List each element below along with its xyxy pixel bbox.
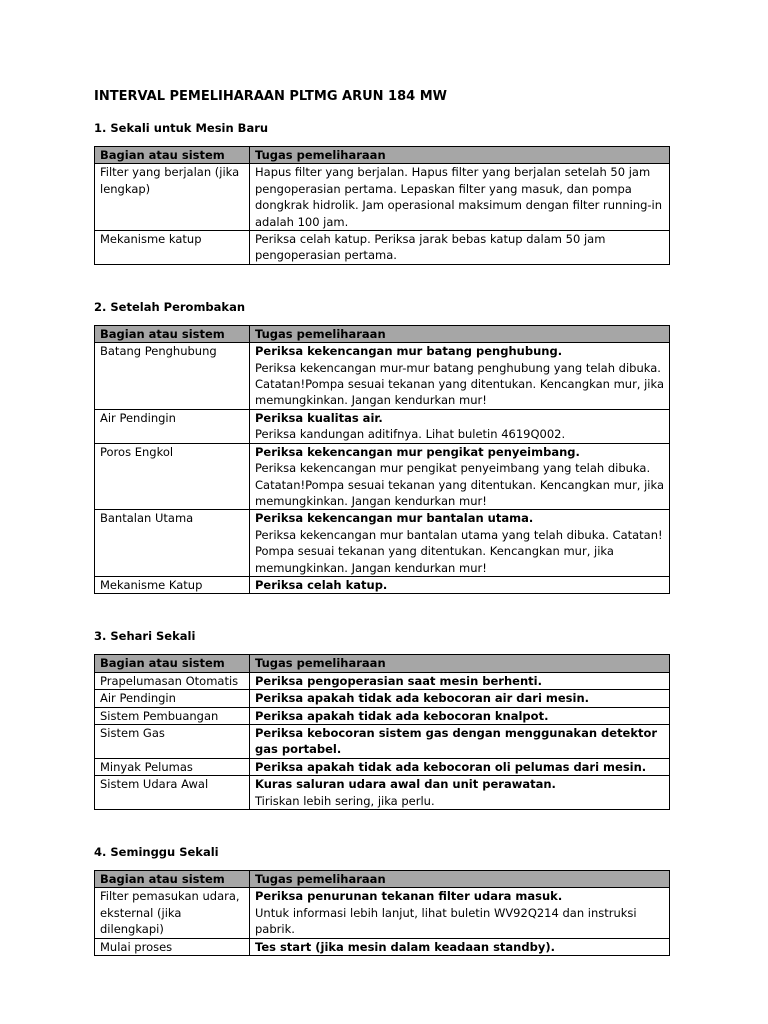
task-heading: Tes start (jika mesin dalam keadaan standby). (255, 939, 555, 954)
header-row (95, 147, 670, 164)
cell-part: Bantalan Utama (95, 510, 250, 577)
maintenance-table (94, 654, 670, 810)
task-heading: Periksa apakah tidak ada kebocoran oli pelumas dari mesin. (255, 759, 647, 774)
task-description: Periksa kekencangan mur-mur batang penghubung yang telah dibuka. Catatan!Pompa sesuai tekanan yang ditentukan. Kencangkan mur, jika memungkinkan. Jangan kendurkan mur! (255, 360, 664, 408)
table-row (95, 724, 670, 758)
cell-task (250, 888, 670, 938)
task-heading: Periksa apakah tidak ada kebocoran air dari mesin. (255, 691, 590, 706)
table-body (95, 343, 670, 594)
cell-task (250, 443, 670, 510)
cell-part: Batang Penghubung (95, 343, 250, 410)
table-row (95, 443, 670, 510)
task-description: Periksa kekencangan mur pengikat penyeimbang yang telah dibuka. Catatan!Pompa sesuai tekanan yang ditentukan. Kencangkan mur, jika memungkinkan. Jangan kendurkan mur! (255, 461, 664, 508)
cell-task (250, 690, 670, 707)
table-row (95, 409, 670, 443)
task-heading: Periksa pengoperasian saat mesin berhenti. (255, 673, 542, 688)
cell-part: Filter pemasukan udara, eksternal (jika dilengkapi) (95, 888, 250, 938)
table-body (95, 164, 670, 264)
cell-task (250, 576, 670, 593)
maintenance-table (94, 325, 670, 595)
document-title: INTERVAL PEMELIHARAAN PLTMG ARUN 184 MW (94, 89, 447, 104)
table-row (95, 343, 670, 410)
cell-part: Sistem Udara Awal (95, 776, 250, 810)
task-description: Tiriskan lebih sering, jika perlu. (255, 793, 435, 808)
section-title: 4. Seminggu Sekali (94, 845, 219, 859)
task-heading: Periksa kualitas air. (255, 410, 383, 425)
table-row (95, 938, 670, 955)
table-row (95, 510, 670, 577)
task-description: Hapus filter yang berjalan. Hapus filter yang berjalan setelah 50 jam pengoperasian pertama. Lepaskan filter yang masuk, dan pompa dongkrak hidrolik. Jam operasional maksimum dengan filter running-in adalah 100 jam. (255, 165, 663, 229)
table-row (95, 672, 670, 689)
cell-part: Air Pendingin (95, 409, 250, 443)
table-header (95, 325, 670, 342)
cell-task (250, 409, 670, 443)
task-heading: Periksa penurunan tekanan filter udara masuk. (255, 889, 563, 904)
cell-task (250, 343, 670, 410)
task-heading: Periksa kekencangan mur batang penghubung. (255, 344, 563, 359)
table-row (95, 758, 670, 775)
task-heading: Periksa kekencangan mur pengikat penyeimbang. (255, 444, 580, 459)
header-row (95, 655, 670, 672)
cell-task (250, 938, 670, 955)
header-part: Bagian atau sistem (95, 871, 250, 888)
cell-part: Prapelumasan Otomatis (95, 672, 250, 689)
header-row (95, 325, 670, 342)
section-gap (94, 810, 669, 844)
header-task: Tugas pemeliharaan (250, 325, 670, 342)
section-title: 2. Setelah Perombakan (94, 299, 246, 314)
task-heading: Kuras saluran udara awal dan unit perawatan. (255, 777, 556, 792)
task-description: Untuk informasi lebih lanjut, lihat buletin WV92Q214 dan instruksi pabrik. (255, 905, 637, 937)
task-description: Periksa kandungan aditifnya. Lihat buletin 4619Q002. (255, 427, 566, 442)
cell-task (250, 672, 670, 689)
document-page (94, 88, 669, 956)
task-heading: Periksa kebocoran sistem gas dengan menggunakan detektor gas portabel. (255, 725, 658, 757)
table-row (95, 690, 670, 707)
table-body (95, 888, 670, 956)
cell-task (250, 510, 670, 577)
table-row (95, 707, 670, 724)
table-body (95, 672, 670, 809)
header-part: Bagian atau sistem (95, 655, 250, 672)
header-row (95, 871, 670, 888)
table-row (95, 576, 670, 593)
table-row (95, 164, 670, 231)
cell-part: Air Pendingin (95, 690, 250, 707)
cell-task (250, 164, 670, 231)
maintenance-table (94, 146, 670, 265)
section-gap (94, 265, 669, 299)
cell-part: Minyak Pelumas (95, 758, 250, 775)
cell-part: Mekanisme Katup (95, 576, 250, 593)
cell-task (250, 231, 670, 265)
cell-part: Mekanisme katup (95, 231, 250, 265)
table-row (95, 776, 670, 810)
task-heading: Periksa celah katup. (255, 577, 388, 592)
section-title: 3. Sehari Sekali (94, 629, 196, 644)
table-header (95, 655, 670, 672)
task-heading: Periksa kekencangan mur bantalan utama. (255, 511, 534, 526)
task-description: Periksa kekencangan mur bantalan utama yang telah dibuka. Catatan! Pompa sesuai tekanan yang ditentukan. Kencangkan mur, jika memungkinkan. Jangan kendurkan mur! (255, 527, 663, 575)
cell-part: Sistem Gas (95, 724, 250, 758)
table-row (95, 888, 670, 938)
section-title: 1. Sekali untuk Mesin Baru (94, 121, 269, 135)
header-task: Tugas pemeliharaan (250, 655, 670, 672)
header-part: Bagian atau sistem (95, 147, 250, 164)
maintenance-table (94, 870, 670, 956)
cell-task (250, 776, 670, 810)
header-task: Tugas pemeliharaan (250, 871, 670, 888)
task-description: Periksa celah katup. Periksa jarak bebas katup dalam 50 jam pengoperasian pertama. (255, 232, 606, 263)
table-header (95, 147, 670, 164)
section-gap (94, 594, 669, 628)
table-row (95, 231, 670, 265)
cell-part: Poros Engkol (95, 443, 250, 510)
cell-part: Mulai proses (95, 938, 250, 955)
cell-part: Filter yang berjalan (jika lengkap) (95, 164, 250, 231)
cell-task (250, 707, 670, 724)
cell-task (250, 724, 670, 758)
cell-task (250, 758, 670, 775)
sections-container (94, 120, 669, 956)
task-heading: Periksa apakah tidak ada kebocoran knalpot. (255, 708, 549, 723)
cell-part: Sistem Pembuangan (95, 707, 250, 724)
header-task: Tugas pemeliharaan (250, 147, 670, 164)
header-part: Bagian atau sistem (95, 325, 250, 342)
table-header (95, 871, 670, 888)
